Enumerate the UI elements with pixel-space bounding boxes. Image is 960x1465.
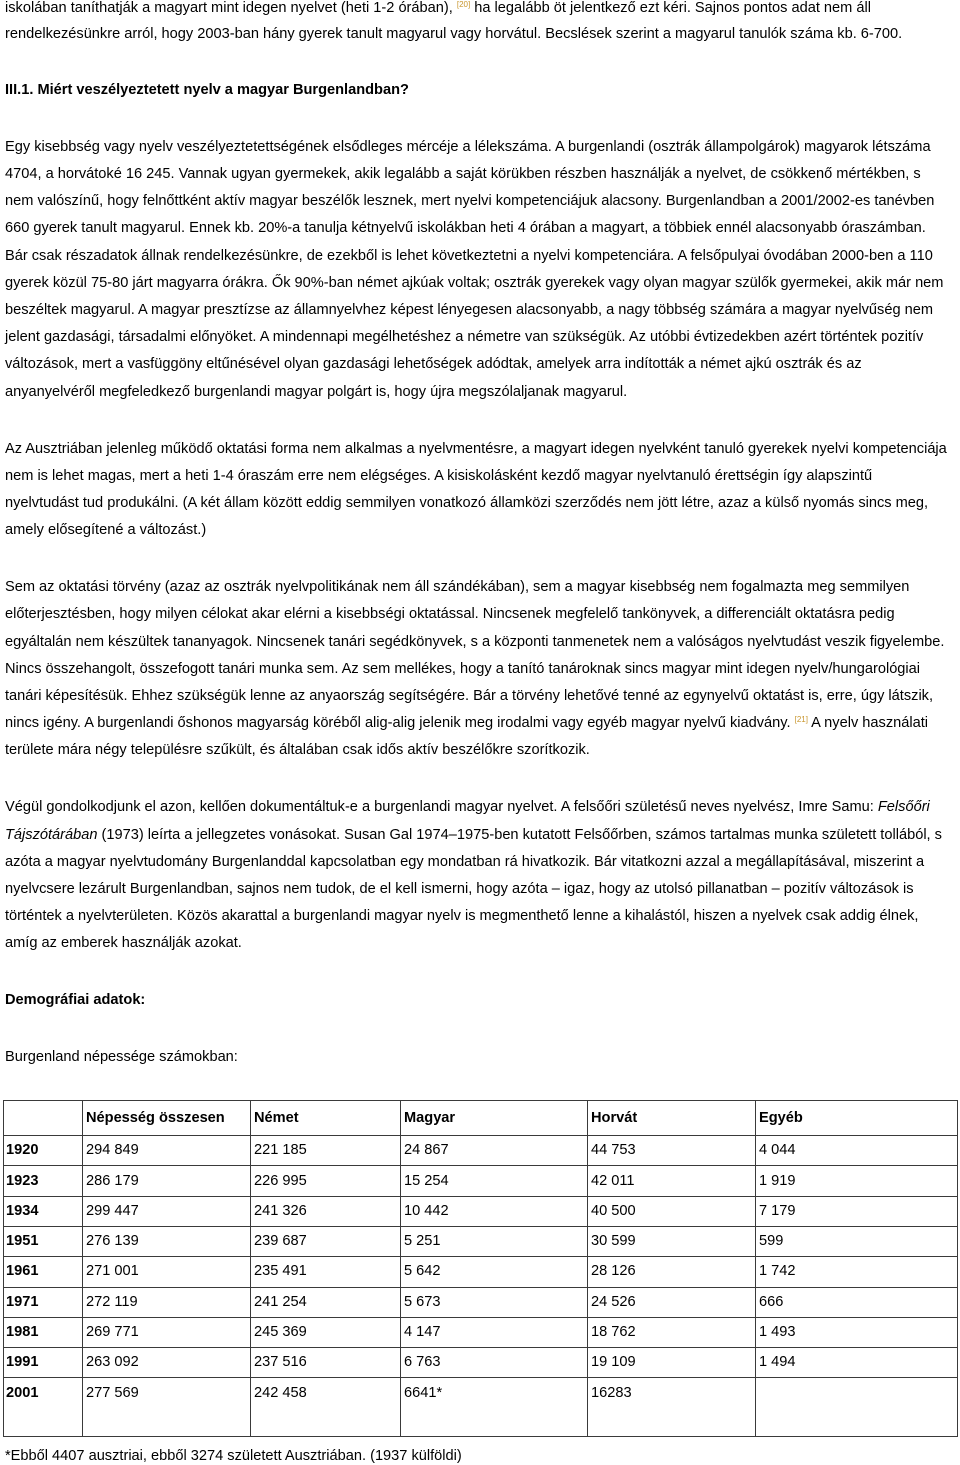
other-cell-empty (756, 1378, 958, 1436)
table-row (4, 1378, 958, 1436)
hungarian-cell: 6641* (401, 1378, 588, 1436)
total-population-cell: 272 119 (83, 1287, 251, 1317)
german-cell: 221 185 (251, 1136, 401, 1166)
demographics-heading: Demográfiai adatok: (5, 992, 146, 1009)
croatian-cell: 40 500 (588, 1196, 756, 1226)
table-row (4, 1196, 958, 1226)
footnote-reference-21[interactable]: [21] (794, 715, 808, 725)
other-cell: 599 (756, 1226, 958, 1256)
table-footnote: *Ebből 4407 ausztriai, ebből 3274 született Ausztriában. (1937 külföldi) (5, 1448, 462, 1465)
header-hungarian: Magyar (401, 1101, 588, 1136)
year-cell: 1981 (4, 1317, 83, 1347)
paragraph-text: Sem az oktatási törvény (azaz az osztrák nyelvpolitikának nem áll szándékában), sem a magyar kisebbség nem fogalmazta meg semmilyen előterjesztésben, hogy milyen célokat akar elérni a kisebbségi oktatással. Nincsenek megfelelő tankönyvek, a differenciált oktatásra pedig egyáltalán nem készültek tananyagok. Nincsenek tanári segédkönyvek, s a központi tanmenetek nem a valóságos nyelvtudást veszik figyelembe. Nincs összehangolt, összefogott tanári munka sem. Az sem mellékes, hogy a tanító tanároknak sincs magyar mint idegen nyelv/hungarológiai tanári képesítésük. Ehhez szükségük lenne az anyaország segítségére. Bár a törvény lehetővé tenné az egynyelvű oktatást is, erre, úgy látszik, nincs igény. A burgenlandi őshonos magyarság köréből alig-alig jelenik meg irodalmi vagy egyéb magyar nyelvű kiadvány. (5, 579, 945, 732)
table-row (4, 1257, 958, 1287)
hungarian-cell: 10 442 (401, 1196, 588, 1226)
hungarian-cell: 5 251 (401, 1226, 588, 1256)
hungarian-cell: 5 673 (401, 1287, 588, 1317)
other-cell: 7 179 (756, 1196, 958, 1226)
total-population-cell: 269 771 (83, 1317, 251, 1347)
year-cell: 1920 (4, 1136, 83, 1166)
body-paragraph (5, 574, 957, 764)
header-corner-cell (4, 1101, 83, 1136)
document-body (5, 0, 957, 1465)
total-population-cell: 294 849 (83, 1136, 251, 1166)
german-cell: 226 995 (251, 1166, 401, 1196)
body-paragraph: Az Ausztriában jelenleg működő oktatási forma nem alkalmas a nyelvmentésre, a magyart idegen nyelvként tanuló gyerekek nyelvi kompetenciája nem is lehet magas, mert a heti 1-4 óraszám erre nem elégséges. A kisiskolásként kezdő magyar nyelvtanuló érettségin így alapszintű nyelvtudást tud produkálni. (A két állam között eddig semmilyen vonatkozó államközi szerződés nem jött létre, azaz a külső nyomás sincs meg, amely elősegítené a változást.) (5, 440, 947, 539)
total-population-cell: 263 092 (83, 1348, 251, 1378)
total-population-cell: 299 447 (83, 1196, 251, 1226)
total-population-cell: 276 139 (83, 1226, 251, 1256)
year-cell: 1951 (4, 1226, 83, 1256)
croatian-cell: 18 762 (588, 1317, 756, 1347)
croatian-cell: 24 526 (588, 1287, 756, 1317)
total-population-cell: 286 179 (83, 1166, 251, 1196)
intro-text: iskolában taníthatják a magyart mint idegen nyelvet (heti 1-2 órában), (5, 0, 457, 16)
other-cell: 1 494 (756, 1348, 958, 1378)
paragraph-text-continued: (1973) leírta a jellegzetes vonásokat. Susan Gal 1974–1975-ben kutatott Felsőőrben, számos tartalmas munka született tollából, s azóta a magyar nyelvtudomány Burgenlanddal kapcsolatban egy mondatban rá hivatkozik. Bár vitatkozni azzal a megállapításával, miszerint a nyelvcsere lezárult Burgenlandban, sajnos nem tudok, de el kell ismerni, hogy azóta – igaz, hogy az utolsó pillanatban – pozitív változások is történtek a nyelvterületen. Közös akarattal a burgenlandi magyar nyelv is megmenthető lenne a kihalástól, hiszen a nyelvek csak addig élnek, amíg az emberek használják azokat. (5, 826, 942, 952)
total-population-cell: 277 569 (83, 1378, 251, 1436)
header-croatian: Horvát (588, 1101, 756, 1136)
german-cell: 237 516 (251, 1348, 401, 1378)
header-german: Német (251, 1101, 401, 1136)
population-table (3, 1100, 958, 1437)
croatian-cell: 19 109 (588, 1348, 756, 1378)
other-cell: 666 (756, 1287, 958, 1317)
hungarian-cell: 15 254 (401, 1166, 588, 1196)
croatian-cell: 42 011 (588, 1166, 756, 1196)
german-cell: 235 491 (251, 1257, 401, 1287)
table-row (4, 1136, 958, 1166)
table-row (4, 1166, 958, 1196)
other-cell: 1 742 (756, 1257, 958, 1287)
hungarian-cell: 4 147 (401, 1317, 588, 1347)
year-cell: 1923 (4, 1166, 83, 1196)
intro-paragraph (5, 0, 957, 47)
croatian-cell: 30 599 (588, 1226, 756, 1256)
croatian-cell: 16283 (588, 1378, 756, 1436)
german-cell: 242 458 (251, 1378, 401, 1436)
hungarian-cell: 5 642 (401, 1257, 588, 1287)
table-row (4, 1287, 958, 1317)
other-cell: 1 493 (756, 1317, 958, 1347)
year-cell: 1961 (4, 1257, 83, 1287)
year-cell: 1934 (4, 1196, 83, 1226)
year-cell: 2001 (4, 1378, 83, 1436)
german-cell: 245 369 (251, 1317, 401, 1347)
intro-text-continued: ha legalább öt jelentkező ezt kéri. Sajnos pontos adat nem áll rendelkezésünkre arról, hogy 2003-ban hány gyerek tanult magyarul vagy horvátul. Becslések szerint a magyarul tanulók száma kb. 6-700. (5, 0, 903, 42)
table-caption: Burgenland népessége számokban: (5, 1049, 238, 1066)
table-header-row (4, 1101, 958, 1136)
paragraph-text: Végül gondolkodjunk el azon, kellően dokumentáltuk-e a burgenlandi magyar nyelvet. A felsőőri születésű neves nyelvész, Imre Samu: (5, 799, 878, 816)
total-population-cell: 271 001 (83, 1257, 251, 1287)
footnote-reference-20[interactable]: [20] (456, 0, 471, 9)
book-title: Felsőőri Tájszótárában (5, 799, 930, 843)
hungarian-cell: 24 867 (401, 1136, 588, 1166)
year-cell: 1971 (4, 1287, 83, 1317)
german-cell: 241 326 (251, 1196, 401, 1226)
body-paragraph (5, 794, 957, 957)
german-cell: 239 687 (251, 1226, 401, 1256)
croatian-cell: 28 126 (588, 1257, 756, 1287)
hungarian-cell: 6 763 (401, 1348, 588, 1378)
year-cell: 1991 (4, 1348, 83, 1378)
header-total-population: Népesség összesen (83, 1101, 251, 1136)
paragraph-text-continued: A nyelv használati területe mára négy településre szűkült, és általában csak idős aktív beszélőkre szorítkozik. (5, 715, 929, 759)
other-cell: 1 919 (756, 1166, 958, 1196)
body-paragraph: Egy kisebbség vagy nyelv veszélyeztetettségének elsődleges mércéje a lélekszáma. A burgenlandi (osztrák állampolgárok) magyarok létszáma 4704, a horvátoké 16 245. Vannak ugyan gyermekek, akik legalább a saját körükben részben használják a nyelvet, de csökkenő mértékben, s nem valószínű, hogy felnőttként aktív magyar beszélők lesznek, mert nyelvi kompetenciájuk alacsony. Burgenlandban a 2001/2002-es tanévben 660 gyerek tanult magyarul. Ennek kb. 20%-a tanulja kétnyelvű iskolákban heti 4 órában a magyart, a többiek ennél alacsonyabb óraszámban. Bár csak részadatok állnak rendelkezésünkre, de ezekből is lehet következtetni a nyelvi kompetenciára. A felsőpulyai óvodában 2000-ben a 110 gyerek közül 75-80 járt magyarra órákra. Ők 90%-ban német ajkúak voltak; osztrák gyerekek vagy olyan magyar szülők gyermekei, akik már nem beszéltek magyarul. A magyar presztízse az államnyelvhez képest lényegesen alacsonyabb, a nagy többség számára a magyar nyelvűség nem jelent gazdasági, társadalmi előnyöket. A mindennapi megélhetéshez a németre van szükségük. Az utóbbi évtizedekben azért történtek pozitív változások, mert a vasfüggöny eltűnésével olyan gazdasági lehetőségek adódtak, amelyek arra indították a német ajkú osztrák és az anyanyelvéről megfeledkező burgenlandi magyar polgárt is, hogy újra megszólaljanak magyarul. (5, 138, 944, 400)
croatian-cell: 44 753 (588, 1136, 756, 1166)
table-row (4, 1348, 958, 1378)
header-other: Egyéb (756, 1101, 958, 1136)
section-heading: III.1. Miért veszélyeztetett nyelv a magyar Burgenlandban? (5, 81, 409, 98)
german-cell: 241 254 (251, 1287, 401, 1317)
table-row (4, 1226, 958, 1256)
table-row (4, 1317, 958, 1347)
other-cell: 4 044 (756, 1136, 958, 1166)
